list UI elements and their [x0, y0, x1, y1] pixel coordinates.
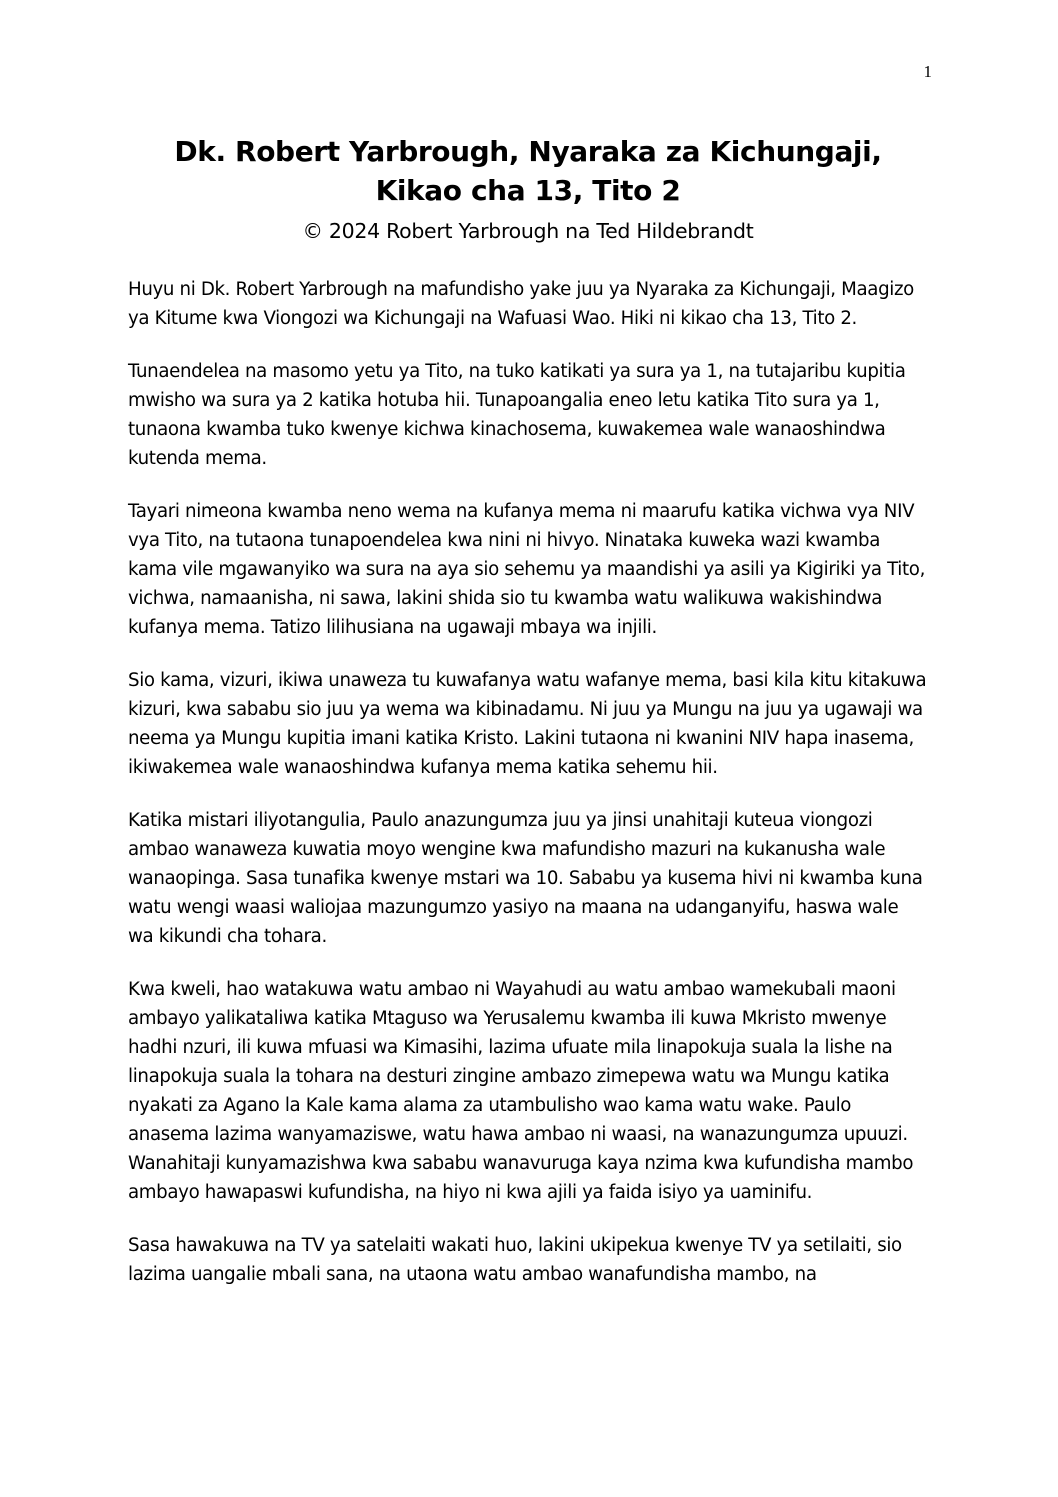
- body-paragraph: Huyu ni Dk. Robert Yarbrough na mafundisho yake juu ya Nyaraka za Kichungaji, Maagizo ya Kitume kwa Viongozi wa Kichungaji na Wafuasi Wao. Hiki ni kikao cha 13, Tito 2.: [128, 279, 914, 329]
- body-paragraph: Katika mistari iliyotangulia, Paulo anazungumza juu ya jinsi unahitaji kuteua viongozi ambao wanaweza kuwatia moyo wengine kwa mafundisho mazuri na kukanusha wale wanaopinga. Sasa tunafika kwenye mstari wa 10. Sababu ya kusema hivi ni kwamba kuna watu wengi waasi waliojaa mazungumzo yasiyo na maana na udanganyifu, haswa wale wa kikundi cha tohara.: [128, 810, 923, 947]
- body-paragraph: Kwa kweli, hao watakuwa watu ambao ni Wayahudi au watu ambao wamekubali maoni ambayo yalikataliwa katika Mtaguso wa Yerusalemu kwamba ili kuwa Mkristo mwenye hadhi nzuri, ili kuwa mfuasi wa Kimasihi, lazima ufuate mila linapokuja suala la lishe na linapokuja suala la tohara na desturi zingine ambazo zimepewa watu wa Mungu katika nyakati za Agano la Kale kama alama za utambulisho wao kama watu wake. Paulo anasema lazima wanyamaziswe, watu hawa ambao ni waasi, na wanazungumza upuuzi. Wanahitaji kunyamazishwa kwa sababu wanavuruga kaya nzima kwa kufundisha mambo ambayo hawapaswi kufundisha, na hiyo ni kwa ajili ya faida isiyo ya uaminifu.: [128, 979, 914, 1203]
- page-number: 1: [923, 62, 932, 81]
- body-paragraph: Tunaendelea na masomo yetu ya Tito, na tuko katikati ya sura ya 1, na tutajaribu kupitia mwisho wa sura ya 2 katika hotuba hii. Tunapoangalia eneo letu katika Tito sura ya 1, tunaona kwamba tuko kwenye kichwa kinachosema, kuwakemea wale wanaoshindwa kutenda mema.: [128, 361, 906, 469]
- body-paragraph: Tayari nimeona kwamba neno wema na kufanya mema ni maarufu katika vichwa vya NIV vya Tito, na tutaona tunapoendelea kwa nini ni hivyo. Ninataka kuweka wazi kwamba kama vile mgawanyiko wa sura na aya sio sehemu ya maandishi ya asili ya Kigiriki ya Tito, vichwa, namaanisha, ni sawa, lakini shida sio tu kwamba watu walikuwa wakishindwa kufanya mema. Tatizo lilihusiana na ugawaji mbaya wa injili.: [128, 501, 926, 638]
- document-title: Dk. Robert Yarbrough, Nyaraka za Kichungaji, Kikao cha 13, Tito 2: [174, 135, 882, 207]
- body-paragraph: Sasa hawakuwa na TV ya satelaiti wakati huo, lakini ukipekua kwenye TV ya setilaiti, sio lazima uangalie mbali sana, na utaona watu ambao wanafundisha mambo, na: [128, 1235, 902, 1285]
- copyright-notice: © 2024 Robert Yarbrough na Ted Hildebrandt: [302, 219, 754, 243]
- body-paragraph: Sio kama, vizuri, ikiwa unaweza tu kuwafanya watu wafanye mema, basi kila kitu kitakuwa kizuri, kwa sababu sio juu ya wema wa kibinadamu. Ni juu ya Mungu na juu ya ugawaji wa neema ya Mungu kupitia imani katika Kristo. Lakini tutaona ni kwanini NIV hapa inasema, ikiwakemea wale wanaoshindwa kufanya mema katika sehemu hii.: [128, 670, 927, 778]
- document-body: [128, 275, 928, 1313]
